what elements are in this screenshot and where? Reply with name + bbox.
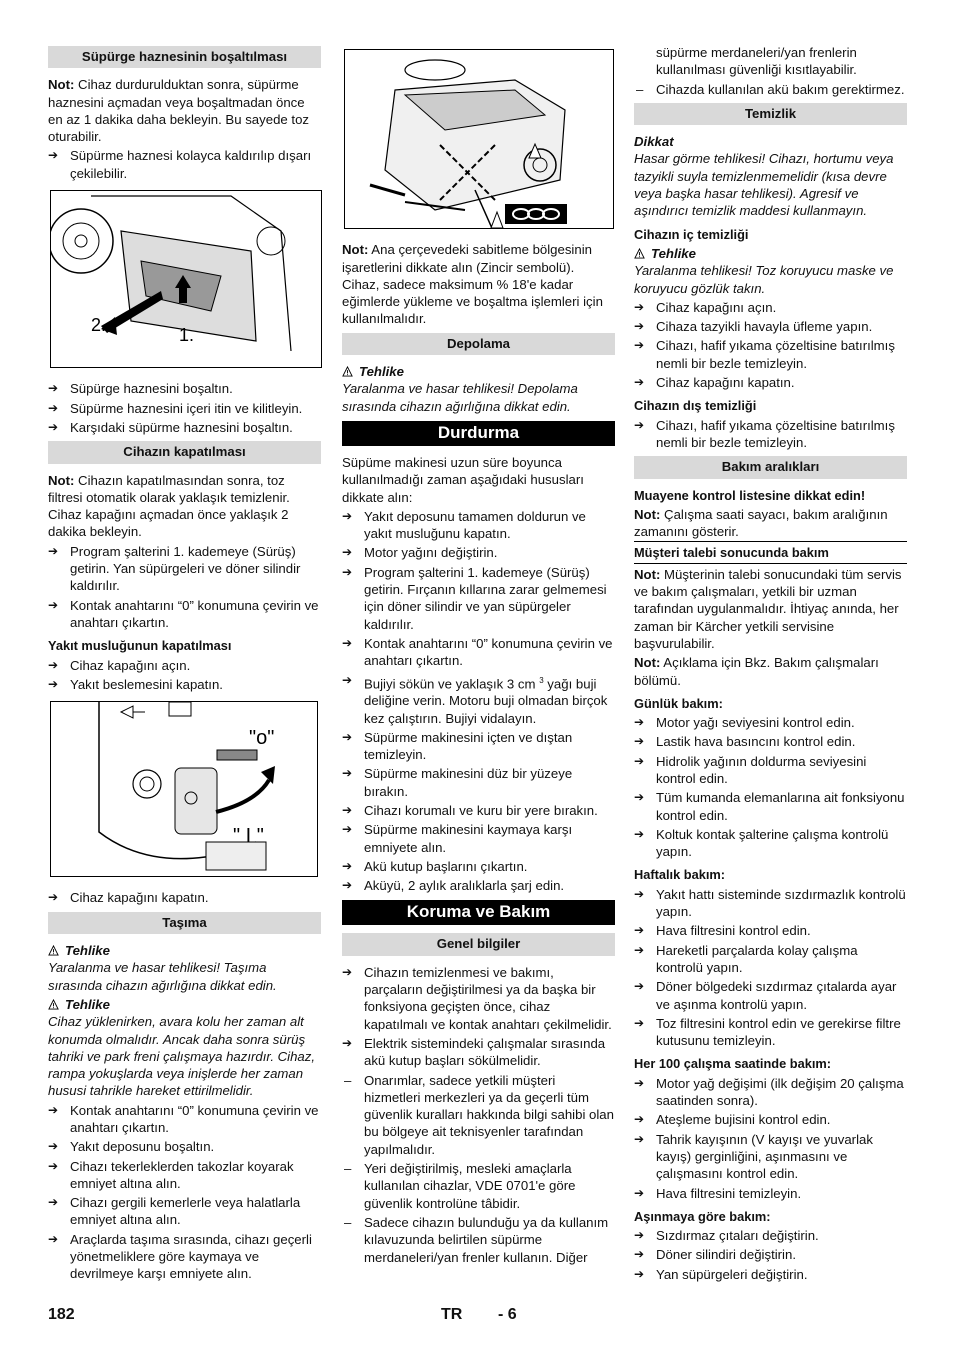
list-item: – Cihazda kullanılan akü bakım gerektirmez. xyxy=(634,81,907,98)
step: ➔ Elektrik sistemindeki çalışmalar sırasında akü kutup başları sökülmelidir. xyxy=(342,1035,615,1070)
figure-label-2: 2. xyxy=(91,315,107,336)
step: ➔ Hidrolik yağının doldurma seviyesini kontrol edin. xyxy=(634,753,907,788)
step: ➔ Akü kutup başlarını çıkartın. xyxy=(342,858,615,875)
list-item: – Sadece cihazın bulunduğu ya da kullanım kılavuzunda belirtilen süpürme merdaneleri/yan frenler kullanın. Diğer xyxy=(342,1214,615,1266)
note: Not: Cihazın kapatılmasından sonra, toz filtresi otomatik olarak yaklaşık temizlenir. Cihaz kapağını açmadan önce yaklaşık 2 dakika bekleyin. xyxy=(48,472,290,540)
paragraph-continued: süpürme merdaneleri/yan frenlerin kullanılması güvenliği kısıtlayabilir. xyxy=(656,45,857,78)
section-header: Taşıma xyxy=(48,912,321,934)
step: ➔ Hava filtresini kontrol edin. xyxy=(634,922,907,939)
step: ➔ Cihaz kapağını kapatın. xyxy=(48,889,321,906)
step: ➔ Toz filtresini kontrol edin ve gerekirse filtre kutusunu temizleyin. xyxy=(634,1015,907,1050)
warning-text: Yaralanma tehlikesi! Toz koruyucu maske ve koruyucu gözlük takın. xyxy=(634,263,894,296)
step: ➔ Yan süpürgeleri değiştirin. xyxy=(634,1266,907,1283)
step: ➔ Ateşleme bujisini kontrol edin. xyxy=(634,1111,907,1128)
step: ➔ Süpürge haznesini boşaltın. xyxy=(48,380,321,397)
step: ➔ Sızdırmaz çıtaları değiştirin. xyxy=(634,1227,907,1244)
subheading: Haftalık bakım: xyxy=(634,867,726,883)
step: ➔ Yakıt hattı sisteminde sızdırmazlık kontrolü yapın. xyxy=(634,886,907,921)
note: Not: Ana çerçevedeki sabitleme bölgesinin işaretlerini dikkate alın (Zincir sembolü). Cihaz, sadece maksimum % 18'e kadar eğimlerde yükleme ve boşaltma işlemleri için kullanılmalıdır. xyxy=(342,242,603,327)
section-page-number: - 6 xyxy=(498,1306,517,1323)
figure-tie-down-points xyxy=(344,49,614,229)
warning-icon xyxy=(342,366,353,377)
subheading: Muayene kontrol listesine dikkat edin! xyxy=(634,487,866,503)
step: ➔ Cihazı gergili kemerlerle veya halatlarla emniyet altına alın. xyxy=(48,1194,321,1229)
section-header: Temizlik xyxy=(634,103,907,125)
section-header: Süpürge haznesinin boşaltılması xyxy=(48,46,321,68)
step: ➔ Aküyü, 2 aylık aralıklarla şarj edin. xyxy=(342,877,615,894)
valve-label-closed: " I " xyxy=(233,825,264,848)
section-header: Genel bilgiler xyxy=(342,933,615,955)
step: ➔ Yakıt deposunu boşaltın. xyxy=(48,1138,321,1155)
section-header: Cihazın kapatılması xyxy=(48,441,321,463)
step: ➔ Motor yağını değiştirin. xyxy=(342,544,615,561)
subheading: Cihazın dış temizliği xyxy=(634,398,757,414)
chapter-title: Koruma ve Bakım xyxy=(342,900,615,925)
subheading: Günlük bakım: xyxy=(634,695,723,711)
subheading: Cihazın iç temizliği xyxy=(634,226,749,242)
step: ➔ Program şalterini 1. kademeye (Sürüş) getirin. Yan süpürgeleri ve döner silindir kaldırılır. xyxy=(48,543,321,595)
warning-text: Cihaz yüklenirken, avara kolu her zaman alt konumda olmalıdır. Ancak daha sonra sürüş tahriki ve park freni çalışmaya hazırdır. Cihaz, rampa yokuşlarda veya inişlerde her zaman hususi tahrikle hareket ettirilmelidir. xyxy=(48,1014,316,1099)
step: ➔ Yakıt beslemesini kapatın. xyxy=(48,676,321,693)
list-item: – Onarımlar, sadece yetkili müşteri hizmetleri merkezleri ya da geçerli tüm güvenlik kuralları hakkında bilgi sahibi olan bu bölgeye ait teknisyenler tarafından yapılmalıdır. xyxy=(342,1072,615,1158)
note: Not: Cihaz durdurulduktan sonra, süpürme haznesini açmadan veya boşaltmadan önce en az 1 dakika daha bekleyin. Bu sayede toz oturabilir. xyxy=(48,77,309,145)
step: ➔ Karşıdaki süpürme haznesini boşaltın. xyxy=(48,419,321,436)
step: ➔ Döner bölgedeki sızdırmaz çıtalarda ayar ve aşınma kontrolü yapın. xyxy=(634,978,907,1013)
step: ➔ Döner silindiri değiştirin. xyxy=(634,1246,907,1263)
step: ➔ Süpürme makinesini içten ve dıştan temizleyin. xyxy=(342,729,615,764)
step: ➔ Süpürme makinesini düz bir yüzeye bırakın. xyxy=(342,765,615,800)
subheading: Her 100 çalışma saatinde bakım: xyxy=(634,1056,832,1072)
step: ➔ Bujiyi sökün ve yaklaşık 3 cm $^3$ yağı buji deliğine verin. Motoru buji olmadan birçok kez çalıştırın. Bujiyi vidalayın. xyxy=(342,672,615,727)
figure-fuel-valve xyxy=(50,701,318,877)
step: ➔ Tüm kumanda elemanlarına ait fonksiyonu kontrol edin. xyxy=(634,789,907,824)
note: Not: Çalışma saati sayacı, bakım aralığının zamanını gösterir. xyxy=(634,506,907,543)
step: ➔ Süpürme haznesini içeri itin ve kilitleyin. xyxy=(48,400,321,417)
figure-label-1: 1. xyxy=(179,325,195,346)
warning-title: Tehlike xyxy=(48,942,321,959)
step: ➔ Süpürme makinesini kaymaya karşı emniyete alın. xyxy=(342,821,615,856)
chapter-title: Durdurma xyxy=(342,421,615,446)
step: ➔ Cihaz kapağını kapatın. xyxy=(634,374,907,391)
figure-hopper-removal xyxy=(50,190,322,368)
step: ➔ Program şalterini 1. kademeye (Sürüş) getirin. Fırçanın kıllarına zarar gelmemesi için döner silindir ve yan süpürgeler kaldırılır. xyxy=(342,564,615,633)
step: ➔ Koltuk kontak şalterine çalışma kontrolü yapın. xyxy=(634,826,907,861)
step: ➔ Kontak anahtarını “0” konumuna çevirin ve anahtarı çıkartın. xyxy=(342,635,615,670)
attention-title: Dikkat xyxy=(634,134,674,150)
step: ➔ Cihazı korumalı ve kuru bir yere bırakın. xyxy=(342,802,615,819)
step: ➔ Cihazın temizlenmesi ve bakımı, parçaların değiştirilmesi ya da başka bir fonksiyona geçişten önce, cihaz kapatılmalı ve kontak anahtarı çekilmelidir. xyxy=(342,964,615,1033)
subheading: Müşteri talebi sonucunda bakım xyxy=(634,544,907,563)
step: ➔ Cihazı, hafif yıkama çözeltisine batırılmış nemli bir bezle temizleyin. xyxy=(634,417,907,452)
language-code: TR xyxy=(441,1306,463,1323)
valve-label-open: "o" xyxy=(249,727,275,750)
paragraph: Süpüme makinesi uzun süre boyunca kullanılmadığı zaman aşağıdaki hususları dikkate alın: xyxy=(342,454,584,505)
column-1 xyxy=(48,44,321,1285)
warning-title: Tehlike xyxy=(48,996,321,1013)
step: ➔ Motor yağı seviyesini kontrol edin. xyxy=(634,714,907,731)
step: ➔ Hareketli parçalarda kolay çalışma kontrolü yapın. xyxy=(634,942,907,977)
section-header: Bakım aralıkları xyxy=(634,456,907,478)
step: ➔ Cihaza tazyikli havayla üfleme yapın. xyxy=(634,318,907,335)
step: ➔ Tahrik kayışının (V kayışı ve yuvarlak kayış) gerginliğini, aşınmasını ve çalışmasını kontrol edin. xyxy=(634,1131,907,1183)
step: ➔ Hava filtresini temizleyin. xyxy=(634,1185,907,1202)
warning-icon xyxy=(48,945,59,956)
step: ➔ Lastik hava basıncını kontrol edin. xyxy=(634,733,907,750)
step: ➔ Kontak anahtarını “0” konumuna çevirin ve anahtarı çıkartın. xyxy=(48,597,321,632)
column-3 xyxy=(634,44,907,1285)
column-2 xyxy=(342,44,615,1268)
subheading: Aşınmaya göre bakım: xyxy=(634,1208,771,1224)
warning-text: Yaralanma ve hasar tehlikesi! Taşıma sırasında cihazın ağırlığına dikkat edin. xyxy=(48,960,277,993)
list-item: – Yeri değiştirilmiş, mesleki amaçlarla kullanılan cihazlar, VDE 0701'e göre güvenlik kontrolüne tâbidir. xyxy=(342,1160,615,1212)
section-header: Depolama xyxy=(342,333,615,355)
note: Not: Müşterinin talebi sonucundaki tüm servis ve bakım çalışmaları, yetkili bir uzman tarafından uygulanmalıdır. İhtiyaç anında, her zaman bir Kärcher yetkili servisine başvurulabilir. xyxy=(634,566,902,651)
warning-icon xyxy=(634,248,645,259)
step: ➔ Cihaz kapağını açın. xyxy=(48,657,321,674)
warning-title: Tehlike xyxy=(634,245,907,262)
step: ➔ Yakıt deposunu tamamen doldurun ve yakıt musluğunu kapatın. xyxy=(342,508,615,543)
step: ➔ Süpürme haznesi kolayca kaldırılıp dışarı çekilebilir. xyxy=(48,147,321,182)
warning-text: Yaralanma ve hasar tehlikesi! Depolama sırasında cihazın ağırlığına dikkat edin. xyxy=(342,381,578,414)
subheading: Yakıt musluğunun kapatılması xyxy=(48,638,232,654)
step: ➔ Cihaz kapağını açın. xyxy=(634,299,907,316)
step: ➔ Motor yağ değişimi (ilk değişim 20 çalışma saatinden sonra). xyxy=(634,1075,907,1110)
warning-title: Tehlike xyxy=(342,363,615,380)
attention-text: Hasar görme tehlikesi! Cihazı, hortumu veya tazyikli suyla temizlenmemelidir (kısa devre veya başka hasar tehlikesi). Agresif ve aşındırıcı temizlik maddesi kullanmayın. xyxy=(634,151,894,219)
note: Not: Açıklama için Bkz. Bakım çalışmaları bölümü. xyxy=(634,655,879,688)
page-number: 182 xyxy=(48,1306,75,1323)
warning-icon xyxy=(48,999,59,1010)
step: ➔ Cihazı, hafif yıkama çözeltisine batırılmış nemli bir bezle temizleyin. xyxy=(634,337,907,372)
step: ➔ Kontak anahtarını “0” konumuna çevirin ve anahtarı çıkartın. xyxy=(48,1102,321,1137)
step: ➔ Araçlarda taşıma sırasında, cihazı geçerli yönetmeliklere göre kaymaya ve devrilmeye karşı emniyete alın. xyxy=(48,1231,321,1283)
step: ➔ Cihazı tekerleklerden takozlar koyarak emniyet altına alın. xyxy=(48,1158,321,1193)
